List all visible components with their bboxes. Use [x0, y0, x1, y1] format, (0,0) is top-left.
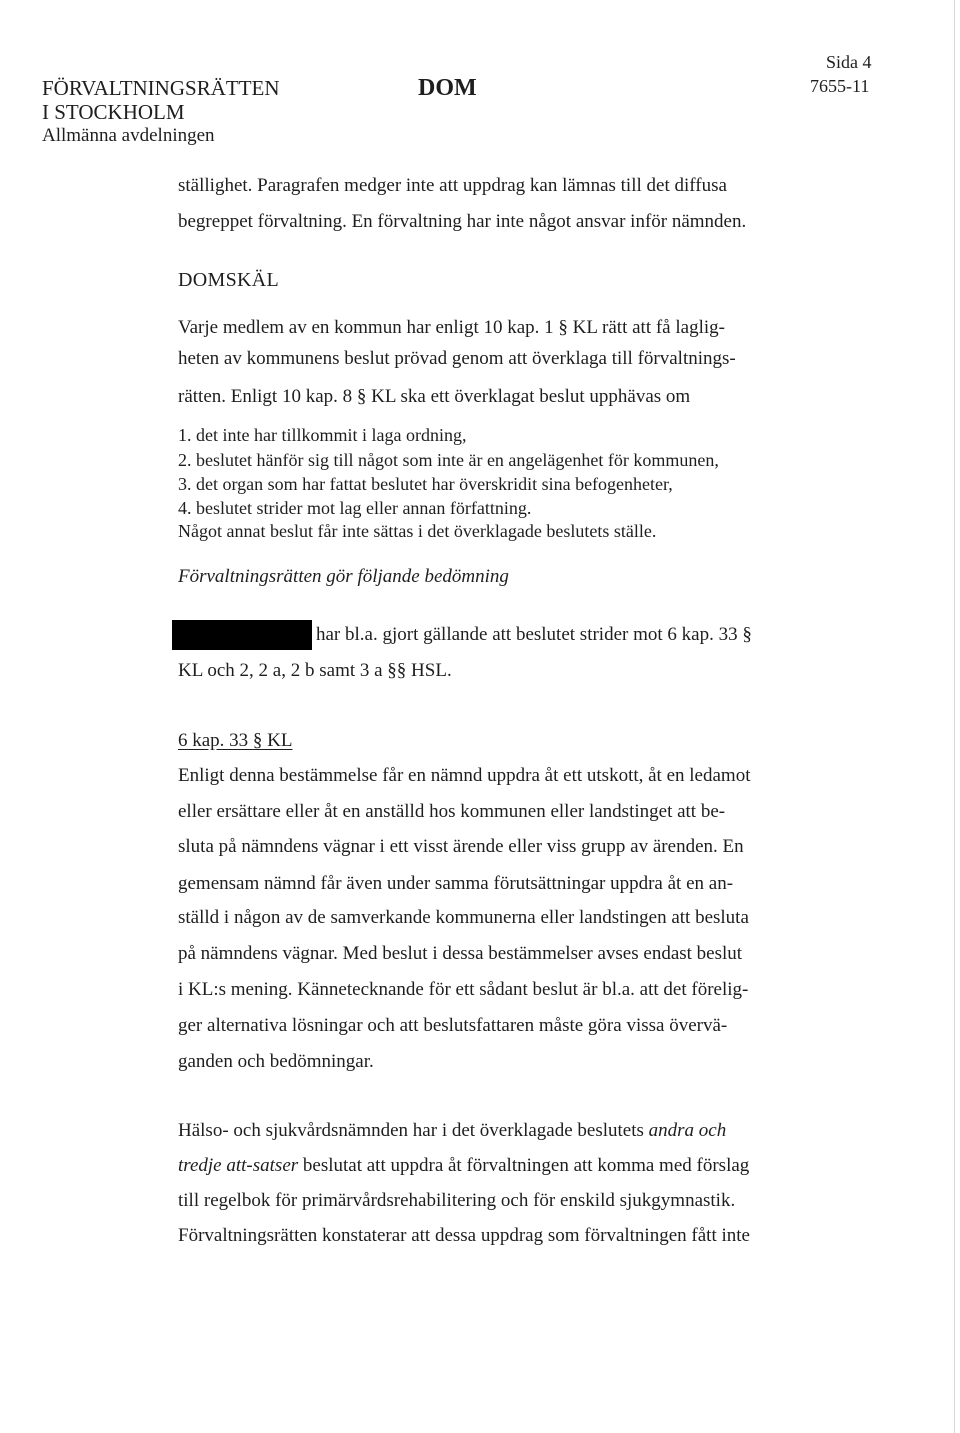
claim-line: har bl.a. gjort gällande att beslutet strider mot 6 kap. 33 § — [316, 624, 752, 645]
domskal-line: heten av kommunens beslut prövad genom att överklaga till förvaltnings- — [178, 348, 736, 369]
ground-item: 2. beslutet hänför sig till något som inte är en angelägenhet för kommunen, — [178, 450, 719, 470]
provision-heading: 6 kap. 33 § KL — [178, 730, 293, 751]
assessment-heading: Förvaltningsrätten gör följande bedömning — [178, 566, 509, 587]
claim-line: KL och 2, 2 a, 2 b samt 3 a §§ HSL. — [178, 660, 452, 681]
ground-item: 3. det organ som har fattat beslutet har överskridit sina befogenheter, — [178, 474, 673, 494]
intro-line: begreppet förvaltning. En förvaltning har inte något ansvar inför nämnden. — [178, 211, 747, 232]
final-emphasis: andra och — [648, 1120, 727, 1141]
provision-line: på nämndens vägnar. Med beslut i dessa bestämmelser avses endast beslut — [178, 943, 743, 964]
provision-line: eller ersättare eller åt en anställd hos kommunen eller landstinget att be- — [178, 801, 726, 822]
final-paragraph-line: Förvaltningsrätten konstaterar att dessa uppdrag som förvaltningen fått inte — [178, 1225, 750, 1246]
final-text: Hälso- och sjukvårdsnämnden har i det överklagade beslutets — [178, 1120, 649, 1141]
grounds-closing: Något annat beslut får inte sättas i det överklagade beslutets ställe. — [178, 521, 657, 541]
ground-item: 1. det inte har tillkommit i laga ordning, — [178, 425, 467, 445]
provision-line: i KL:s mening. Kännetecknande för ett sådant beslut är bl.a. att det förelig- — [178, 979, 749, 1000]
final-paragraph-line: till regelbok för primärvårdsrehabilitering och för enskild sjukgymnastik. — [178, 1190, 736, 1211]
case-number: 7655-11 — [810, 76, 870, 96]
provision-line: sluta på nämndens vägnar i ett visst ärende eller viss grupp av ärenden. En — [178, 836, 744, 857]
court-location: I STOCKHOLM — [42, 100, 185, 124]
ground-item: 4. beslutet strider mot lag eller annan författning. — [178, 498, 532, 518]
final-paragraph-line — [178, 1121, 726, 1140]
provision-line: ställd i någon av de samverkande kommunerna eller landstingen att besluta — [178, 907, 749, 928]
court-name: FÖRVALTNINGSRÄTTEN — [42, 76, 280, 100]
redaction-box — [172, 620, 312, 650]
final-paragraph-line — [178, 1156, 749, 1175]
provision-line: ger alternativa lösningar och att beslutsfattaren måste göra vissa övervä- — [178, 1015, 728, 1036]
provision-line: Enligt denna bestämmelse får en nämnd uppdra åt ett utskott, åt en ledamot — [178, 765, 751, 786]
scan-edge-line — [954, 0, 955, 1433]
provision-line: ganden och bedömningar. — [178, 1051, 374, 1072]
court-division: Allmänna avdelningen — [42, 125, 215, 146]
domskal-line: Varje medlem av en kommun har enligt 10 kap. 1 § KL rätt att få laglig- — [178, 317, 725, 338]
domskal-line: rätten. Enligt 10 kap. 8 § KL ska ett överklagat beslut upphävas om — [178, 386, 691, 407]
section-heading: DOMSKÄL — [178, 269, 279, 291]
intro-line: ställighet. Paragrafen medger inte att uppdrag kan lämnas till det diffusa — [178, 175, 727, 196]
document-type: DOM — [418, 75, 477, 101]
provision-line: gemensam nämnd får även under samma förutsättningar uppdra åt en an- — [178, 873, 734, 894]
page-number: Sida 4 — [826, 52, 872, 72]
final-text: beslutat att uppdra åt förvaltningen att komma med förslag — [298, 1155, 750, 1176]
final-emphasis: tredje att-satser — [178, 1155, 299, 1176]
